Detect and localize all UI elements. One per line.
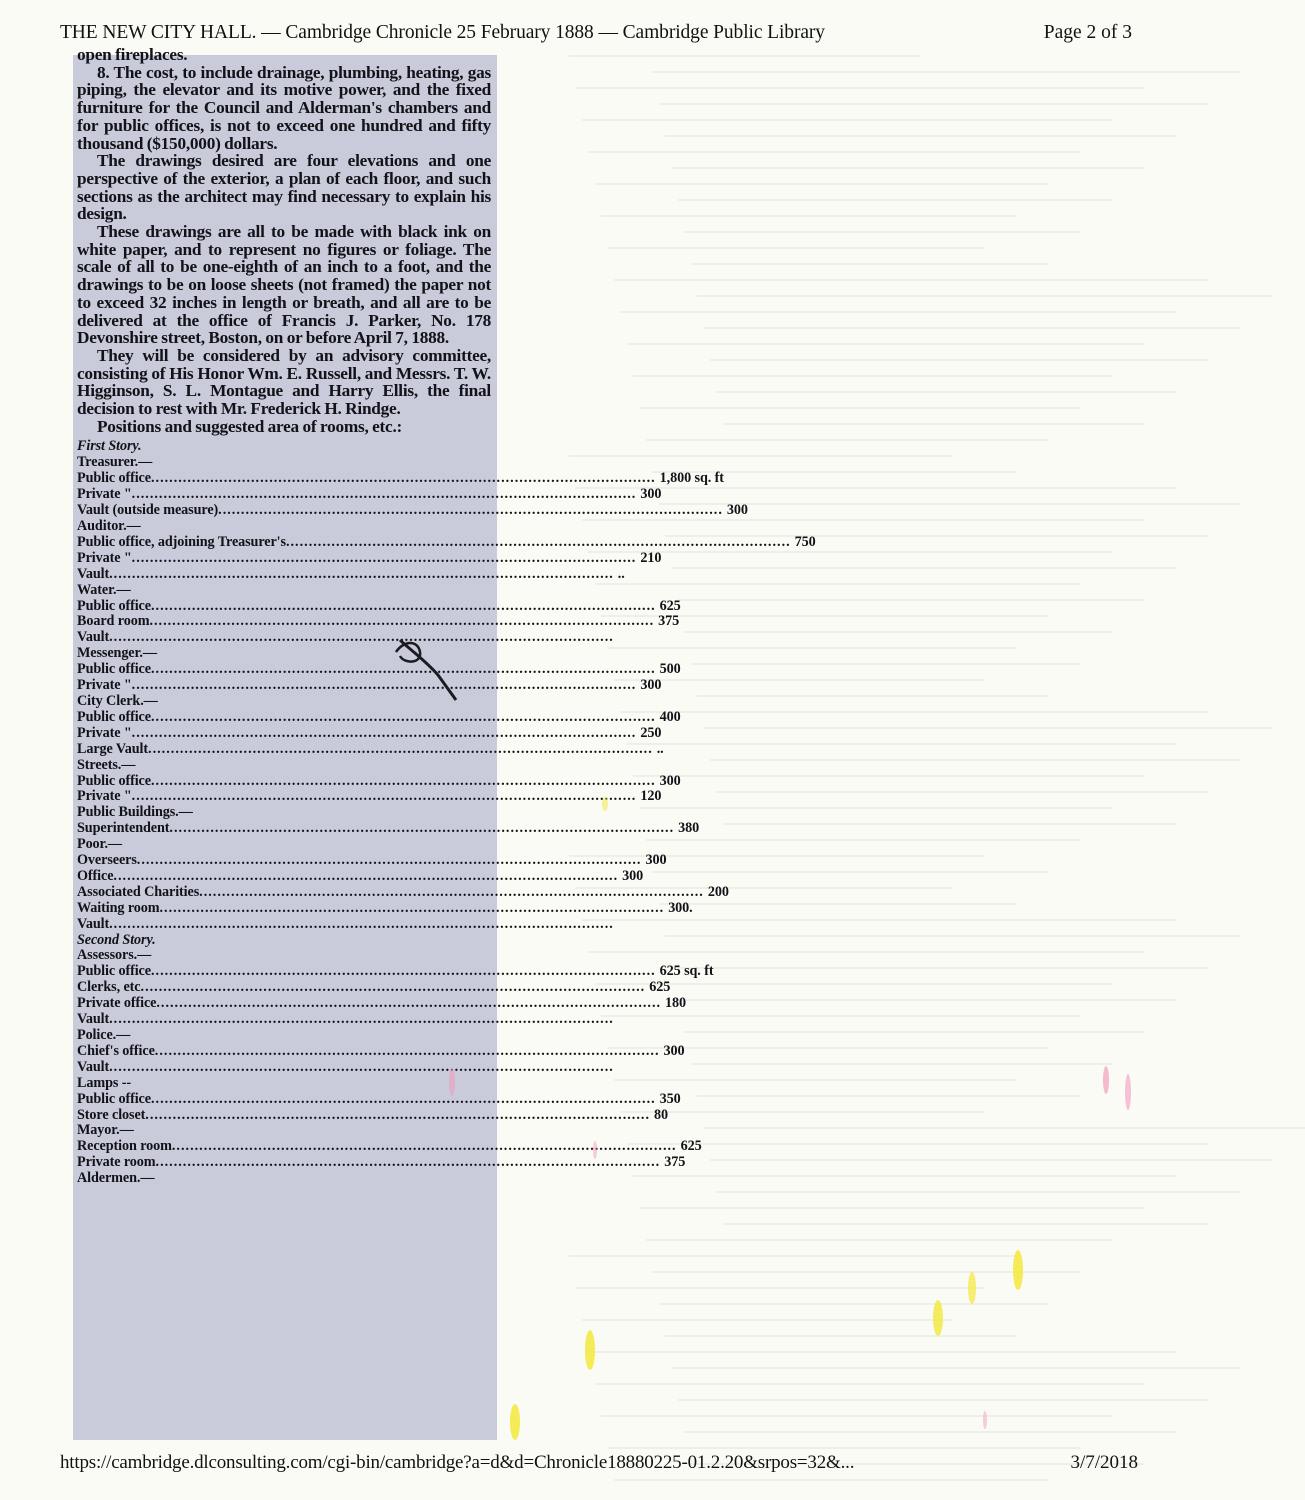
room-area: 300 (640, 486, 662, 503)
leader-dots (151, 774, 656, 790)
room-row (77, 613, 680, 630)
room-label: Public office (77, 772, 151, 789)
leader-dots (286, 535, 791, 551)
bleed-line (678, 999, 1177, 1001)
room-area: 300 (663, 1042, 685, 1059)
bleed-line (691, 263, 1049, 265)
room-area: 380 (678, 820, 700, 837)
leader-dots (137, 853, 642, 869)
bleed-line (678, 1399, 1209, 1401)
story-heading: First Story. (77, 438, 142, 455)
footer-date: 3/7/2018 (1070, 1452, 1138, 1473)
room-row (77, 597, 681, 615)
bleed-line (588, 1351, 1177, 1353)
bleed-line (639, 407, 1081, 409)
department-heading: Police.— (77, 1027, 131, 1043)
room-label: Private " (77, 549, 132, 566)
department-heading: City Clerk.— (77, 692, 158, 709)
bleed-line (614, 279, 1209, 281)
room-row (77, 963, 714, 980)
bleed-line (595, 1383, 1145, 1385)
room-label: Vault (outside measure) (77, 502, 219, 519)
bleed-line (697, 1095, 1081, 1097)
room-row (77, 1012, 497, 1028)
article-body (73, 46, 497, 435)
room-label: Private room (77, 1154, 156, 1171)
room-row (77, 549, 662, 567)
leader-dots (109, 1060, 614, 1076)
leader-dots (151, 662, 656, 678)
bleed-line (588, 951, 1145, 953)
paragraph-cost: 8. The cost, to include drainage, plumbing, heating, gas piping, the elevator and its motive power, and the fixed furniture for the Council and Alderman's chambers and for public offices, is not to exceed one hundred and fifty thousand ($150,000) dollars. (77, 62, 491, 153)
room-area: 400 (659, 708, 681, 725)
room-label: Public office (77, 963, 151, 980)
room-area: 180 (665, 995, 687, 1012)
paragraph-committee: They will be considered by an advisory committee, consisting of His Honor Wm. E. Russell, and Messrs. T. W. Higginson, S. L. Montague and Harry Ellis, the final decision to rest with Mr. Frederick H. Rindge. (77, 345, 491, 419)
bleed-line (697, 695, 1049, 697)
room-label: Chief's office (77, 1042, 155, 1059)
room-area: 120 (640, 788, 662, 805)
room-area: 300 (645, 852, 667, 869)
bleed-line (659, 103, 1209, 105)
room-row (77, 502, 748, 519)
bleed-line (684, 1031, 1145, 1033)
bleed-line (723, 823, 1177, 825)
bleed-line (665, 135, 1177, 137)
leader-dots (132, 551, 637, 567)
room-label: Private office (77, 995, 157, 1012)
bleed-line (678, 199, 1113, 201)
room-label: Overseers (77, 852, 137, 869)
room-area: 625 (659, 597, 681, 614)
bleed-line (646, 439, 1049, 441)
bleed-line (627, 343, 1145, 345)
leader-dots (151, 1092, 656, 1108)
room-area: 300 (726, 502, 748, 519)
room-area (614, 1060, 694, 1076)
bleed-line (620, 311, 1177, 313)
leader-dots (109, 630, 614, 646)
room-row (77, 917, 497, 933)
bleed-line (588, 151, 1081, 153)
bleed-line (703, 1127, 1305, 1129)
bleed-line (652, 71, 1241, 73)
bleed-line (633, 1175, 1177, 1177)
room-row (77, 661, 681, 678)
bleed-line (716, 791, 1209, 793)
room-row (77, 995, 687, 1012)
room-row (77, 677, 662, 694)
leader-dots (172, 1139, 677, 1155)
leader-dots (199, 885, 704, 901)
room-area: 625 (680, 1138, 702, 1155)
room-area (614, 917, 694, 933)
paragraph-ink: These drawings are all to be made with black ink on white paper, and to represent no figures or foliage. The scale of all to be one-eighth of an inch to a foot, and the drawings to be on loose sheets (not framed) the paper not to exceed 32 inches in length or breath, and all are to be delivered at the office of Francis J. Parker, No. 178 Devonshire street, Boston, on or before April 7, 1888. (77, 222, 491, 348)
bleed-line (684, 631, 1113, 633)
room-row (77, 1154, 686, 1171)
room-area: 500 (659, 661, 681, 678)
leader-dots (151, 710, 656, 726)
department-heading: Auditor.— (77, 518, 141, 534)
leader-dots (159, 901, 664, 917)
room-row (77, 740, 664, 758)
bleed-line (703, 727, 1273, 729)
department-heading: Public Buildings.— (77, 804, 193, 821)
bleed-line (582, 519, 1145, 521)
bleed-line (607, 647, 1017, 649)
bleed-line (710, 359, 1209, 361)
room-area: 300 (622, 867, 644, 884)
room-area: 375 (658, 613, 680, 630)
room-label: Vault (77, 1058, 110, 1075)
room-row (77, 867, 644, 885)
leader-dots (132, 726, 637, 742)
bleed-line (678, 599, 1145, 601)
bleed-line (575, 87, 1145, 89)
leader-dots (132, 487, 637, 503)
room-label: Vault (77, 629, 110, 646)
room-area: 1,800 sq. ft (659, 470, 724, 487)
print-footer (0, 1452, 1166, 1482)
leader-dots (109, 917, 614, 933)
room-row (77, 820, 700, 837)
bleed-line (582, 1319, 953, 1321)
room-label: Private " (77, 486, 132, 503)
department-heading: Messenger.— (77, 645, 157, 662)
bleed-line (575, 1287, 985, 1289)
room-row (77, 1060, 497, 1076)
leader-dots (169, 821, 674, 837)
room-area (614, 1012, 694, 1028)
room-area: 200 (707, 883, 729, 900)
room-label: Associated Charities (77, 883, 200, 900)
room-label: Clerks, etc (77, 979, 141, 996)
bleed-line (595, 583, 1081, 585)
room-row (77, 772, 681, 790)
department-heading: Assessors.— (77, 947, 152, 964)
leader-dots (132, 789, 637, 805)
bleed-line (684, 1431, 1177, 1433)
room-label: Vault (77, 565, 110, 582)
bleed-line (646, 1239, 1113, 1241)
room-row (77, 1138, 702, 1155)
leader-dots (141, 980, 646, 996)
room-area (614, 630, 694, 646)
room-area: 375 (664, 1154, 686, 1171)
room-label: Board room (77, 613, 150, 630)
room-row (77, 1042, 685, 1060)
room-area: 350 (659, 1090, 681, 1107)
leader-dots (109, 1012, 614, 1028)
bleed-line (665, 1335, 1017, 1337)
bleed-line (569, 55, 921, 57)
room-row (77, 708, 681, 726)
room-row (77, 1090, 681, 1108)
room-label: Reception room (77, 1138, 172, 1155)
newspaper-clipping (73, 45, 816, 1440)
leader-dots (156, 1155, 661, 1171)
room-row (77, 788, 662, 805)
department-heading: Water.— (77, 581, 131, 598)
room-label: Public office (77, 1090, 151, 1107)
room-area: 625 sq. ft (659, 963, 714, 980)
leader-dots (218, 503, 723, 519)
room-row (77, 470, 724, 487)
room-row (77, 852, 667, 869)
bleed-line (659, 1303, 1049, 1305)
room-row (77, 883, 729, 901)
room-label: Vault (77, 1011, 110, 1028)
bleed-line (582, 119, 1113, 121)
paragraph-drawings: The drawings desired are four elevations and one perspective of the exterior, a plan of each floor, and such sections as the architect may find necessary to explain his design. (77, 151, 491, 224)
room-label: Public office, adjoining Treasurer's (77, 533, 286, 550)
room-label: Public office (77, 597, 151, 614)
room-row (77, 724, 662, 742)
leader-dots (148, 742, 653, 758)
room-row (77, 899, 693, 917)
leader-dots (155, 1044, 660, 1060)
bleed-line (671, 967, 1209, 969)
bleed-line (569, 1255, 1017, 1257)
leader-dots (113, 869, 618, 885)
room-label: Vault (77, 915, 110, 932)
room-label: Private " (77, 788, 132, 805)
room-area: 80 (653, 1106, 668, 1123)
room-label: Store closet (77, 1106, 146, 1123)
bleed-line (614, 1079, 1017, 1081)
room-area: 625 (649, 979, 671, 996)
bleed-line (723, 423, 1145, 425)
bleed-line (703, 327, 1241, 329)
room-label: Private " (77, 724, 132, 741)
room-label: Superintendent (77, 820, 170, 837)
bleed-line (569, 455, 953, 457)
bleed-line (691, 663, 1081, 665)
room-area: 300 (659, 772, 681, 789)
leader-dots (149, 614, 654, 630)
leader-dots (132, 678, 637, 694)
bleed-line (671, 167, 1145, 169)
rooms-list (73, 438, 816, 1187)
paragraph-positions: Positions and suggested area of rooms, etc.: (97, 416, 403, 436)
room-area: 300. (668, 899, 693, 916)
bleed-line (646, 839, 1081, 841)
cut-line: open fireplaces. (77, 45, 188, 64)
room-area: 210 (640, 549, 662, 566)
bleed-line (652, 871, 1049, 873)
room-area: .. (656, 740, 664, 757)
room-label: Office (77, 867, 114, 884)
room-area: 250 (640, 724, 662, 741)
room-label: Public office (77, 661, 151, 678)
department-heading: Lamps -- (77, 1074, 131, 1091)
room-label: Large Vault (77, 740, 149, 757)
room-row (77, 486, 662, 503)
bleed-line (710, 1159, 1273, 1161)
bleed-line (691, 1063, 1113, 1065)
bleed-line (723, 1223, 1209, 1225)
department-heading: Streets.— (77, 756, 136, 773)
department-heading: Poor.— (77, 836, 122, 853)
bleed-line (684, 231, 1081, 233)
bleed-line (716, 1191, 1241, 1193)
bleed-line (665, 935, 1241, 937)
bleed-line (639, 1207, 1145, 1209)
room-label: Public office (77, 708, 151, 725)
room-label: Waiting room (77, 899, 160, 916)
header-title: THE NEW CITY HALL. — Cambridge Chronicle 25 February 1888 — Cambridge Public Library (60, 22, 825, 43)
bleed-line (633, 375, 1113, 377)
page-number: Page 2 of 3 (1043, 22, 1132, 43)
bleed-line (607, 247, 985, 249)
bleed-line (601, 215, 1017, 217)
room-row (77, 630, 497, 646)
department-heading: Aldermen.— (77, 1170, 155, 1187)
bleed-line (652, 1271, 1081, 1273)
leader-dots (151, 599, 656, 615)
story-heading: Second Story. (77, 931, 156, 948)
room-row (77, 565, 625, 583)
room-area: .. (617, 565, 625, 582)
room-area: 300 (640, 677, 662, 694)
leader-dots (156, 996, 661, 1012)
bleed-line (710, 759, 1241, 761)
bleed-line (671, 567, 1177, 569)
department-heading: Mayor.— (77, 1122, 134, 1139)
room-label: Public office (77, 470, 151, 487)
room-area: 750 (794, 533, 816, 550)
footer-url: https://cambridge.dlconsulting.com/cgi-bin/cambridge?a=d&d=Chronicle18880225-01.2.20&srpos=32&... (60, 1452, 855, 1473)
department-heading: Treasurer.— (77, 454, 153, 471)
leader-dots (145, 1108, 650, 1124)
bleed-line (607, 1447, 1081, 1449)
bleed-line (671, 1367, 1241, 1369)
bleed-line (697, 295, 1273, 297)
bleed-line (639, 807, 1113, 809)
bleed-line (595, 183, 1049, 185)
bleed-line (716, 391, 1177, 393)
leader-dots (151, 471, 656, 487)
leader-dots (151, 964, 656, 980)
room-row (77, 1106, 668, 1124)
leader-dots (109, 567, 614, 583)
room-row (77, 979, 671, 996)
bleed-line (601, 1415, 1113, 1417)
room-row (77, 533, 816, 551)
room-label: Private " (77, 677, 132, 694)
